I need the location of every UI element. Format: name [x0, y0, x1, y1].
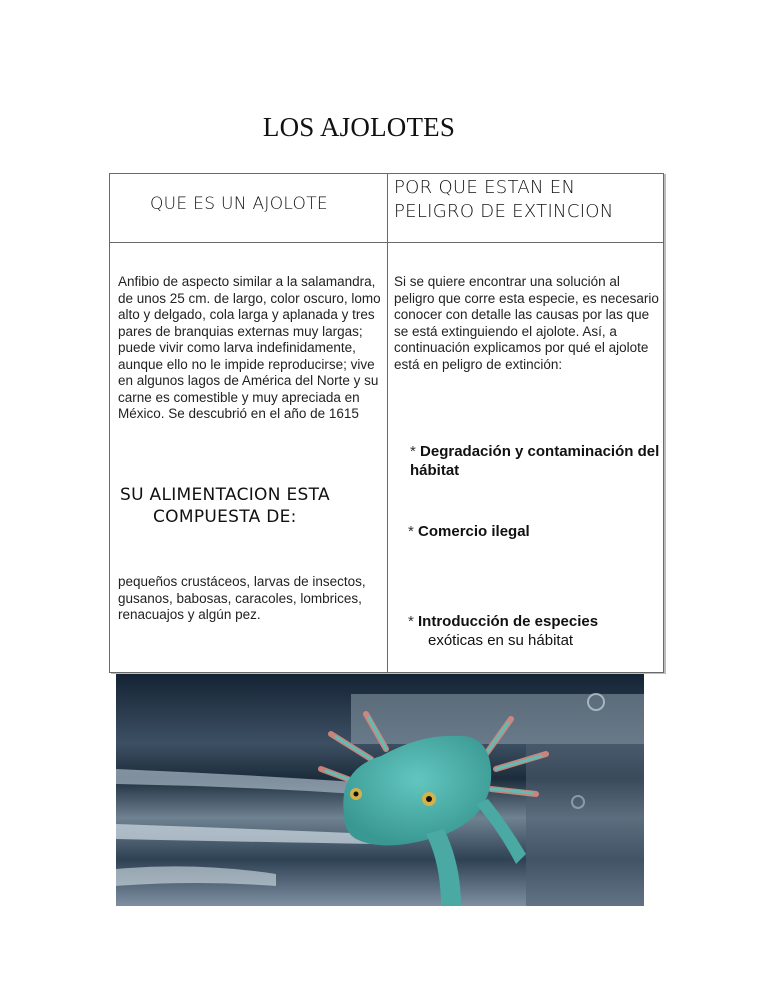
asterisk-bullet-icon: *: [408, 613, 414, 630]
diet-heading-line1: SU ALIMENTACION ESTA: [120, 485, 330, 505]
cause-text: Degradación y contaminación del hábitat: [410, 443, 660, 479]
diet-list: pequeños crustáceos, larvas de insectos, gusanos, babosas, caracoles, lombrices, renacuajos y algún pez.: [118, 574, 366, 622]
cause-item: [408, 522, 530, 541]
info-table: [109, 173, 664, 673]
endangered-description: Si se quiere encontrar una solución al peligro que corre esta especie, es necesario conocer con detalle las causas por las que se está extinguiendo el ajolote. Así, a continuación explicamos por qué el ajolote está en peligro de extinción:: [394, 274, 659, 372]
diet-heading: [120, 484, 380, 528]
header-why-endangered-line2: PELIGRO DE EXTINCION: [394, 201, 614, 222]
axolotl-illustration: [116, 674, 644, 906]
column-divider: [387, 174, 388, 672]
document-title: LOS AJOLOTES: [262, 112, 456, 142]
cause-item: [408, 612, 598, 650]
diet-heading-line2: COMPUESTA DE:: [153, 507, 297, 527]
cause-text: Introducción de especies: [418, 613, 599, 630]
header-why-endangered: [394, 176, 614, 224]
cause-text: Comercio ilegal: [418, 523, 530, 540]
asterisk-bullet-icon: *: [408, 523, 414, 540]
header-what-is-axolotl: QUE ES UN AJOLOTE: [150, 194, 328, 214]
header-why-endangered-line1: POR QUE ESTAN EN: [394, 177, 576, 198]
header-row-divider: [110, 242, 663, 243]
cause-item: [410, 442, 663, 480]
axolotl-photo: [116, 674, 644, 906]
axolotl-description: Anfibio de aspecto similar a la salamandra, de unos 25 cm. de largo, color oscuro, lomo alto y delgado, cola larga y aplanada y tres pares de branquias externas muy largas; puede vivir como larva indefinidamente, aunque ello no le impide reproducirse; vive en algunos lagos de América del Norte y su carne es comestible y muy apreciada en México. Se descubrió en el año de 1615: [118, 274, 381, 421]
cause-text-continuation: exóticas en su hábitat: [428, 632, 574, 649]
asterisk-bullet-icon: *: [410, 443, 416, 460]
